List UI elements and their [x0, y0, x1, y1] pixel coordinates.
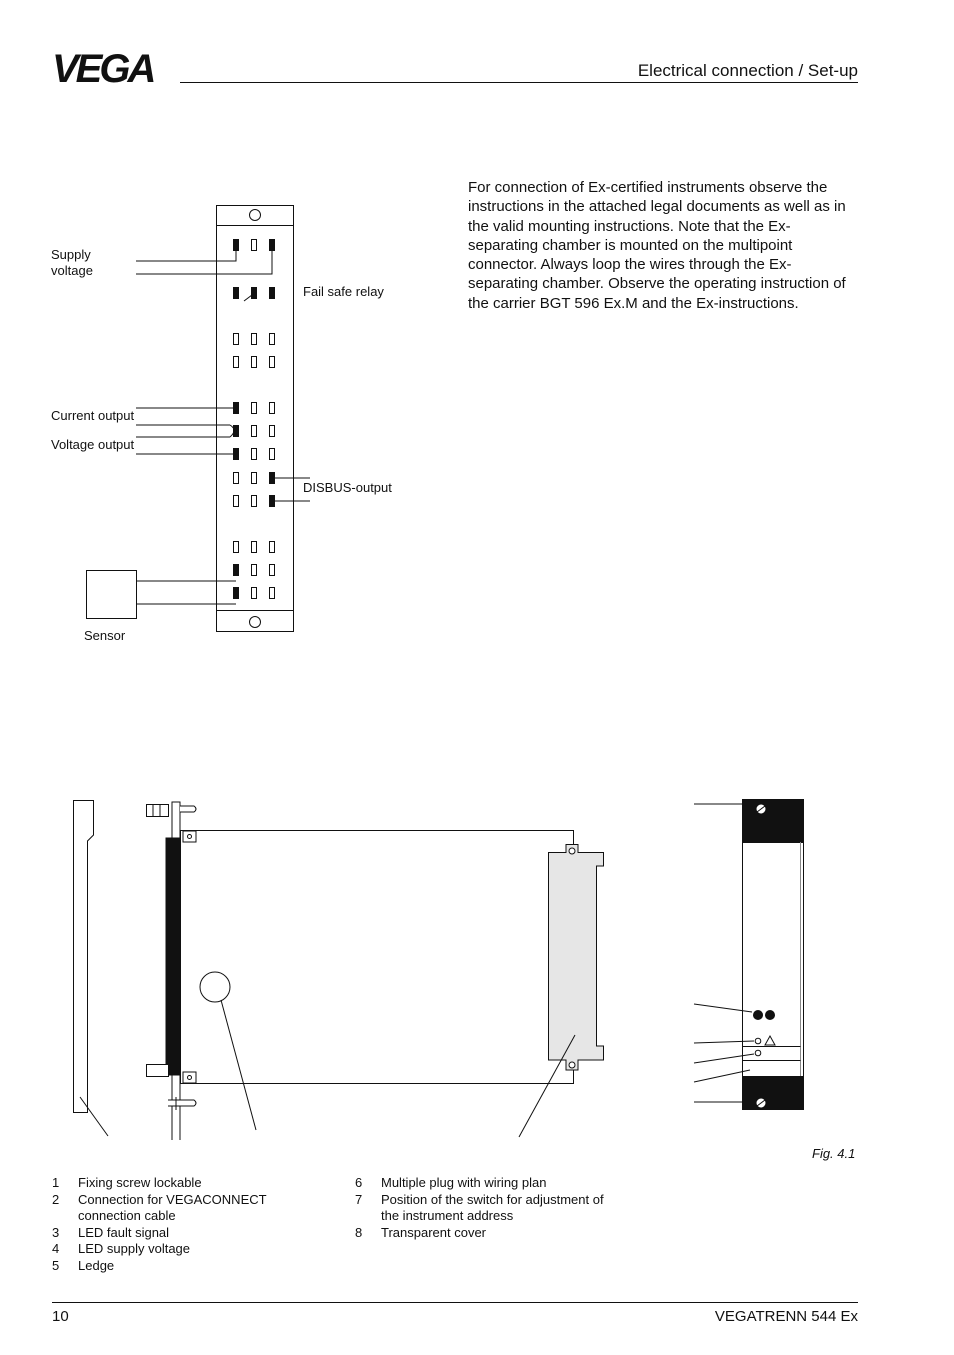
legend-item	[52, 1225, 318, 1242]
label-sensor: Sensor	[84, 628, 126, 643]
legend-number: 3	[52, 1224, 60, 1240]
legend-text: Fixing screw lockable	[78, 1175, 202, 1190]
intro-paragraph: For connection of Ex-certified instruments observe the instructions in the attached legal documents as well as in the valid mounting instructions. Note that the Ex-separating chamber is mounted on the multipoint connector. Always loop the wires through the Ex-separating chamber. Observe the operating instruction of the carrier BGT 596 Ex.M and the Ex-instructions.	[468, 179, 846, 312]
legend-item	[52, 1175, 318, 1192]
header-rule	[180, 82, 858, 83]
legend-number: 5	[52, 1257, 60, 1273]
terminal-slot	[234, 288, 239, 299]
legend-item	[355, 1175, 621, 1192]
address-switch	[200, 972, 230, 1002]
terminal-slot	[234, 565, 239, 576]
front-plate	[166, 838, 180, 1075]
card-drawing	[40, 790, 880, 1140]
terminal-slot	[252, 542, 257, 553]
multiple-plug	[549, 845, 604, 1071]
label-voltage-output: Voltage output	[51, 437, 135, 452]
legend-right	[355, 1175, 621, 1241]
vega-logo	[52, 50, 172, 86]
terminal-slot	[234, 496, 239, 507]
terminal-slot	[234, 588, 239, 599]
terminal-slot	[252, 565, 257, 576]
section-title: Electrical connection / Set-up	[637, 61, 858, 80]
terminal-slot	[270, 240, 275, 251]
mounting-hole-top	[250, 210, 261, 221]
page-number: 10	[52, 1308, 69, 1325]
terminal-slot	[270, 426, 275, 437]
front-view	[743, 800, 804, 1110]
label-supply-voltage-1: Supply	[51, 247, 91, 262]
terminal-slot	[234, 542, 239, 553]
legend-item	[355, 1225, 621, 1242]
wires	[87, 249, 311, 619]
fixing-screw-top	[147, 805, 169, 817]
terminal-slot	[234, 240, 239, 251]
terminal-slot	[270, 288, 275, 299]
footer-product-name: VEGATRENN 544 Ex	[714, 1308, 858, 1325]
terminal-slot	[252, 357, 257, 368]
terminal-slot	[252, 334, 257, 345]
label-fail-safe-relay: Fail safe relay	[303, 284, 384, 299]
label-disbus-output: DISBUS-output	[303, 480, 392, 495]
terminal-slot	[270, 403, 275, 414]
legend-number: 7	[355, 1191, 363, 1207]
legend-item	[52, 1258, 318, 1275]
legend-text: LED supply voltage	[78, 1241, 191, 1256]
label-supply-voltage-2: voltage	[51, 263, 93, 278]
legend-text: Position of the switch for adjustment of the instrument address	[381, 1191, 604, 1223]
legend-item	[52, 1192, 318, 1225]
legend-text: LED fault signal	[78, 1224, 170, 1240]
legend-text: Ledge	[78, 1257, 115, 1273]
legend-number: 8	[355, 1224, 363, 1240]
led-supply-voltage	[766, 1011, 775, 1020]
terminal-slot	[270, 542, 275, 553]
legend-left	[52, 1175, 318, 1274]
legend-text: Multiple plug with wiring plan	[381, 1175, 547, 1190]
terminal-slot	[252, 473, 257, 484]
legend-text: Transparent cover	[381, 1224, 487, 1240]
terminal-slot	[270, 357, 275, 368]
terminal-slot	[252, 426, 257, 437]
terminal-slot	[252, 449, 257, 460]
led-fault-signal	[754, 1011, 763, 1020]
label-current-output: Current output	[51, 408, 135, 423]
terminal-slot	[234, 473, 239, 484]
sensor-box	[87, 571, 137, 619]
terminal-slot	[270, 588, 275, 599]
legend-item	[355, 1192, 621, 1225]
terminal-slot	[270, 449, 275, 460]
footer-rule	[52, 1302, 858, 1303]
figure-label: Fig. 4.1	[812, 1146, 856, 1161]
vega-logo-text: VEGA	[52, 50, 154, 86]
legend-item	[52, 1241, 318, 1258]
terminal-slot	[252, 496, 257, 507]
legend-text: Connection for VEGACONNECT connection cable	[78, 1191, 267, 1223]
terminal-slot	[252, 240, 257, 251]
legend-number: 2	[52, 1191, 60, 1207]
terminal-slot	[252, 588, 257, 599]
mounting-hole-bottom	[250, 617, 261, 628]
terminal-slot	[234, 334, 239, 345]
ledge	[74, 801, 94, 1113]
circuit-board	[181, 831, 574, 1084]
terminal-slot	[270, 565, 275, 576]
legend-number: 4	[52, 1241, 60, 1256]
terminal-slot	[252, 403, 257, 414]
legend-number: 6	[355, 1175, 363, 1190]
terminal-slot	[234, 357, 239, 368]
legend-number: 1	[52, 1175, 60, 1190]
terminal-slot	[270, 334, 275, 345]
